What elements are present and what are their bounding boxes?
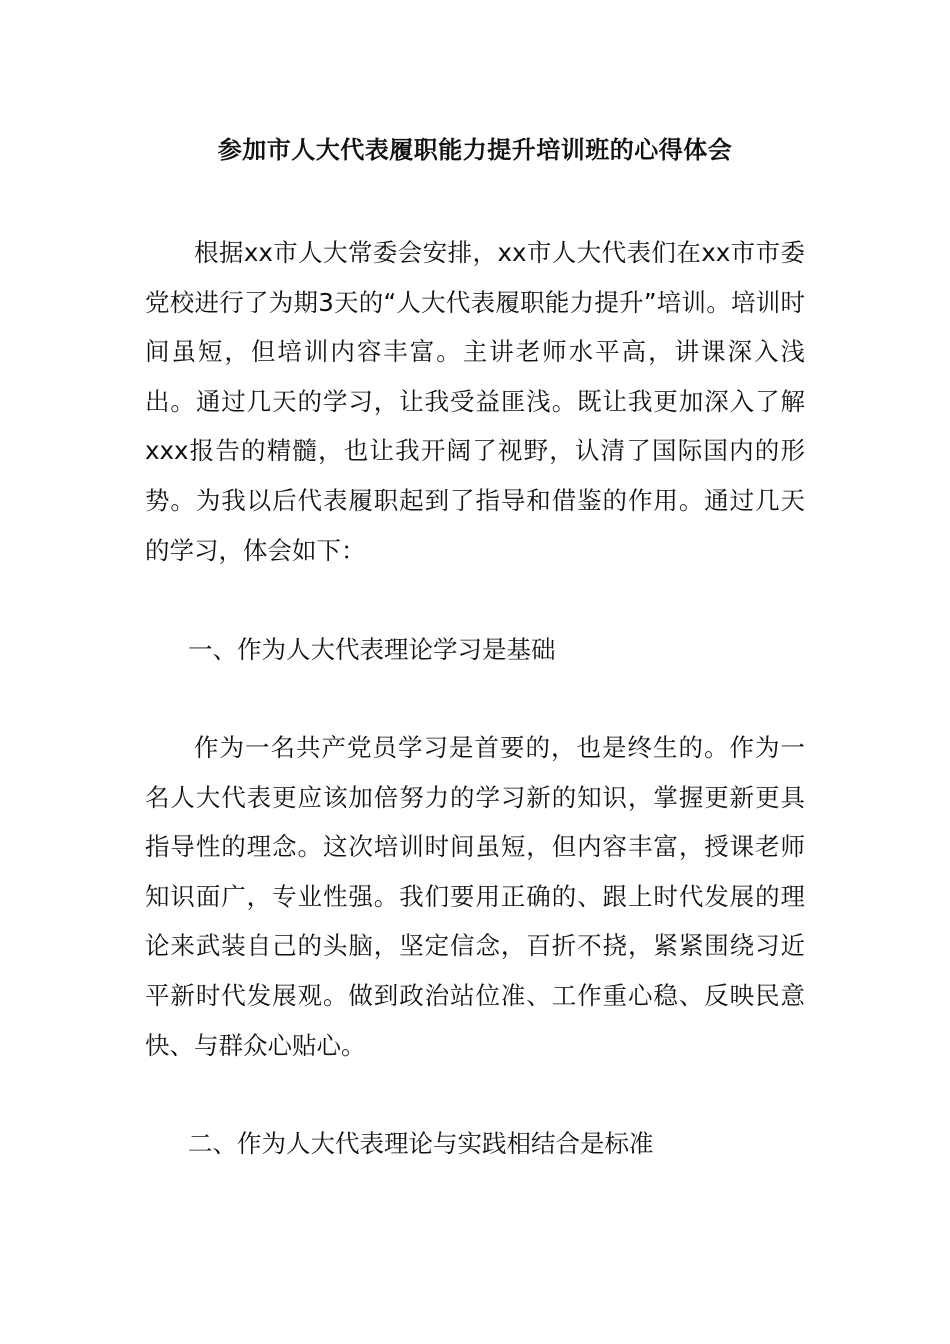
document-title: 参加市人大代表履职能力提升培训班的心得体会 — [217, 136, 733, 164]
section-1-paragraph: 作为一名共产党员学习是首要的，也是终生的。作为一名人大代表更应该加倍努力的学习新的知识，掌握更新更具指导性的理念。这次培训时间虽短，但内容丰富，授课老师知识面广，专业性强。我们要用正确的、跟上时代发展的理论来武装自己的头脑，坚定信念，百折不挠，紧紧围绕习近平新时代发展观。做到政治站位准、工作重心稳、反映民意快、与群众心贴心。 — [145, 733, 805, 1060]
section-heading-1: 一、作为人大代表理论学习是基础 — [188, 635, 556, 664]
intro-paragraph: 根据xx市人大常委会安排，xx市人大代表们在xx市市委党校进行了为期3天的“人大代表履职能力提升”培训。培训时间虽短，但培训内容丰富。主讲老师水平高，讲课深入浅出。通过几天的学习，让我受益匪浅。既让我更加深入了解xxx报告的精髓，也让我开阔了视野，认清了国际国内的形势。为我以后代表履职起到了指导和借鉴的作用。通过几天的学习，体会如下： — [145, 238, 805, 565]
section-heading-2: 二、作为人大代表理论与实践相结合是标准 — [188, 1129, 654, 1158]
